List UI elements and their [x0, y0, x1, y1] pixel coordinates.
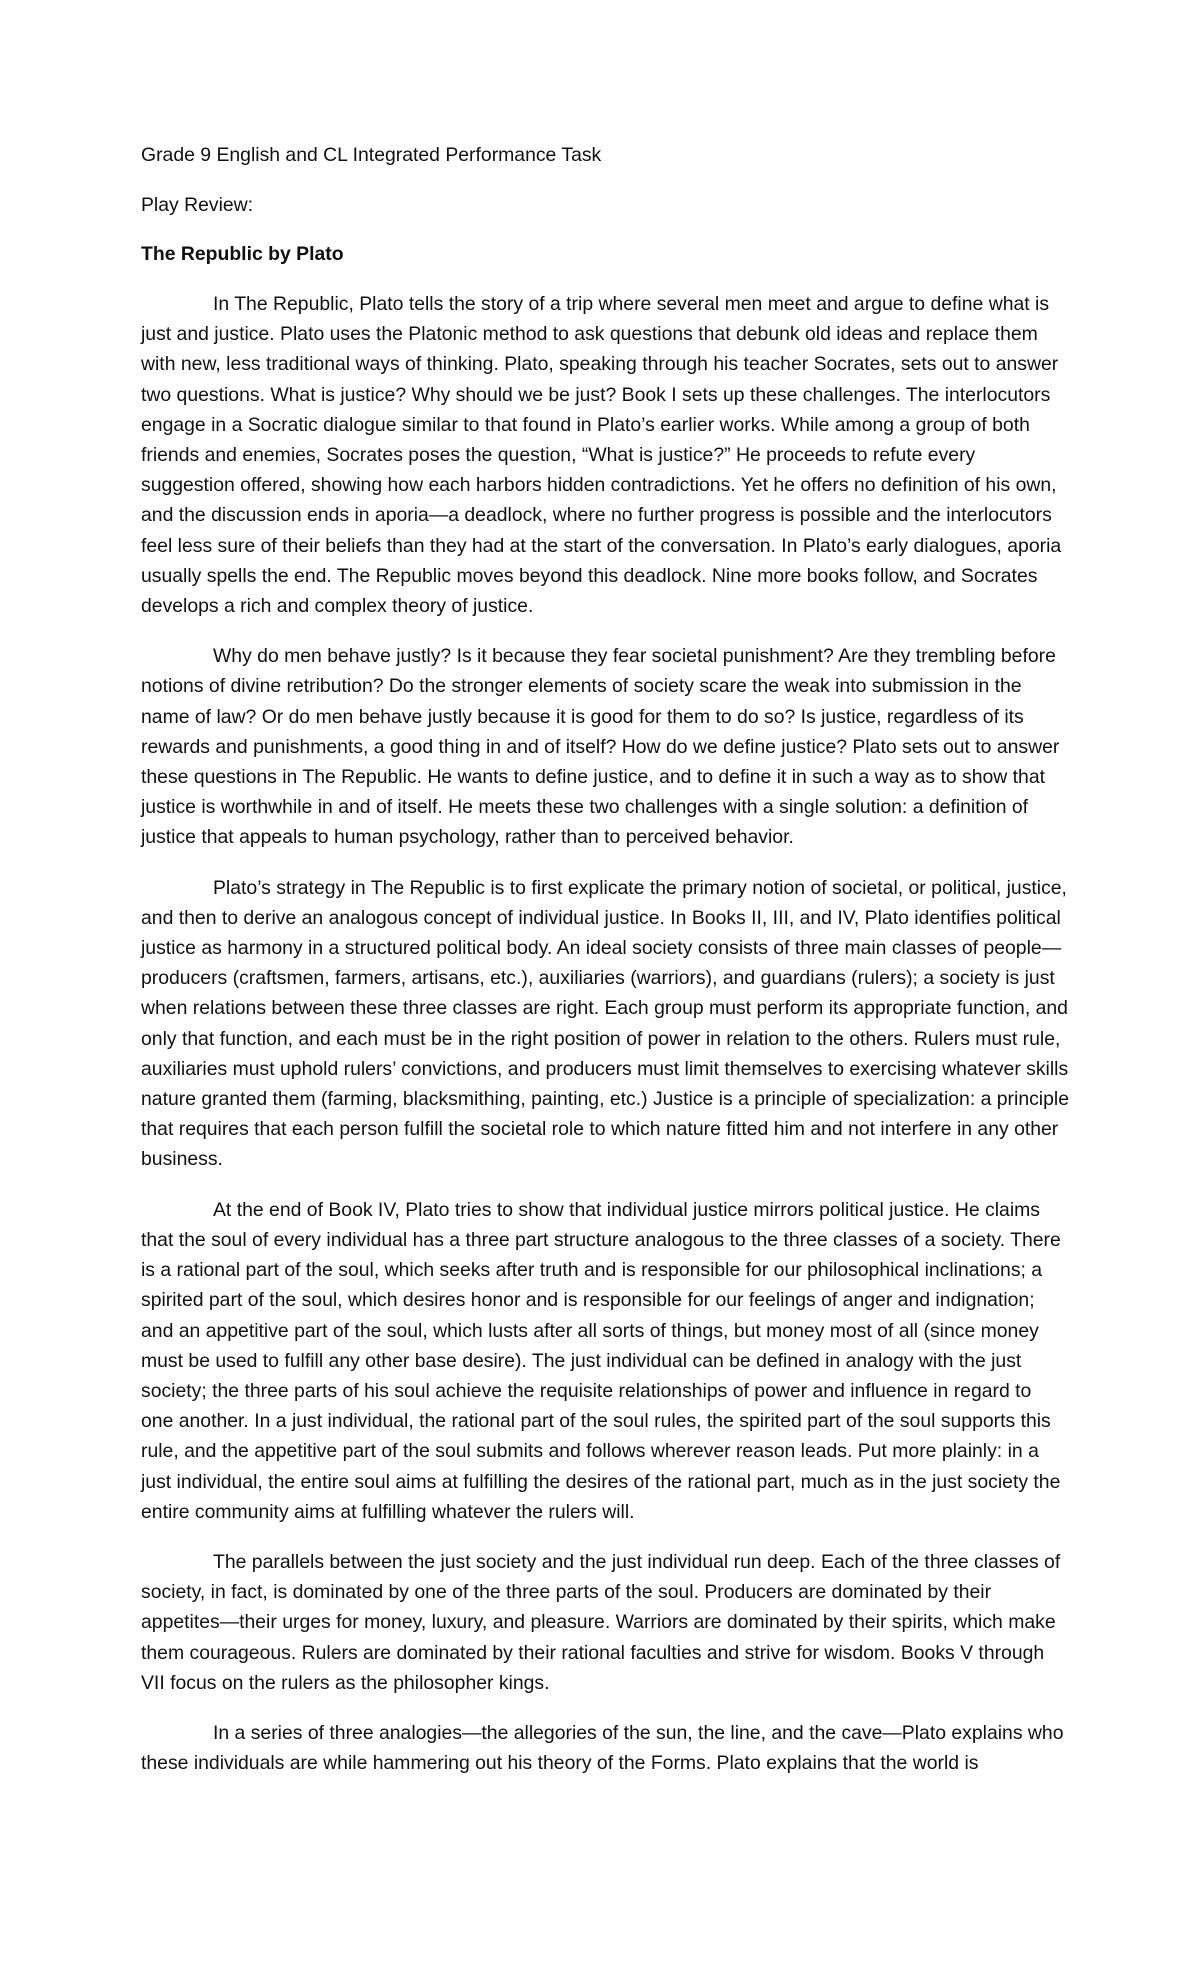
paragraph-2: Why do men behave justly? Is it because they fear societal punishment? Are they trembling before notions of divine retribution? Do the stronger elements of society scare the weak into submission in the name of law? Or do men behave justly because it is good for them to do so? Is justice, regardless of its rewards and punishments, a good thing in and of itself? How do we define justice? Plato sets out to answer these questions in The Republic. He wants to define justice, and to define it in such a way as to show that justice is worthwhile in and of itself. He meets these two challenges with a single solution: a definition of justice that appeals to human psychology, rather than to perceived behavior. [141, 645, 1060, 849]
document-header: Grade 9 English and CL Integrated Performance Task [141, 144, 602, 166]
document-subheader: Play Review: [141, 194, 254, 216]
paragraph-1: In The Republic, Plato tells the story of a trip where several men meet and argue to define what is just and justice. Plato uses the Platonic method to ask questions that debunk old ideas and replace them with new, less traditional ways of thinking. Plato, speaking through his teacher Socrates, sets out to answer two questions. What is justice? Why should we be just? Book I sets up these challenges. The interlocutors engage in a Socratic dialogue similar to that found in Plato’s earlier works. While among a group of both friends and enemies, Socrates poses the question, “What is justice?” He proceeds to refute every suggestion offered, showing how each harbors hidden contradictions. Yet he offers no definition of his own, and the discussion ends in aporia—a deadlock, where no further progress is possible and the interlocutors feel less sure of their beliefs than they had at the start of the conversation. In Plato’s early dialogues, aporia usually spells the end. The Republic moves beyond this deadlock. Nine more books follow, and Socrates develops a rich and complex theory of justice. [141, 293, 1062, 618]
paragraph-6: In a series of three analogies—the allegories of the sun, the line, and the cave—Plato explains who these individuals are while hammering out his theory of the Forms. Plato explains that the world is [141, 1721, 1064, 1775]
document-body [141, 140, 1069, 1798]
document-title: The Republic by Plato [141, 243, 344, 265]
paragraph-3: Plato’s strategy in The Republic is to first explicate the primary notion of societal, or political, justice, and then to derive an analogous concept of individual justice. In Books II, III, and IV, Plato identifies political justice as harmony in a structured political body. An ideal society consists of three main classes of people—producers (craftsmen, farmers, artisans, etc.), auxiliaries (warriors), and guardians (rulers); a society is just when relations between these three classes are right. Each group must perform its appropriate function, and only that function, and each must be in the right position of power in relation to the others. Rulers must rule, auxiliaries must uphold rulers’ convictions, and producers must limit themselves to exercising whatever skills nature granted them (farming, blacksmithing, painting, etc.) Justice is a principle of specialization: a principle that requires that each person fulfill the societal role to which nature fitted him and not interfere in any other business. [141, 876, 1069, 1171]
paragraph-5: The parallels between the just society and the just individual run deep. Each of the three classes of society, in fact, is dominated by one of the three parts of the soul. Producers are dominated by their appetites—their urges for money, luxury, and pleasure. Warriors are dominated by their spirits, which make them courageous. Rulers are dominated by their rational faculties and strive for wisdom. Books V through VII focus on the rulers as the philosopher kings. [141, 1550, 1061, 1694]
paragraph-4: At the end of Book IV, Plato tries to show that individual justice mirrors political justice. He claims that the soul of every individual has a three part structure analogous to the three classes of a society. There is a rational part of the soul, which seeks after truth and is responsible for our philosophical inclinations; a spirited part of the soul, which desires honor and is responsible for our feelings of anger and indignation; and an appetitive part of the soul, which lusts after all sorts of things, but money most of all (since money must be used to fulfill any other base desire). The just individual can be defined in analogy with the just society; the three parts of his soul achieve the requisite relationships of power and influence in regard to one another. In a just individual, the rational part of the soul rules, the spirited part of the soul supports this rule, and the appetitive part of the soul submits and follows wherever reason leads. Put more plainly: in a just individual, the entire soul aims at fulfilling the desires of the rational part, much as in the just society the entire community aims at fulfilling whatever the rulers will. [141, 1198, 1061, 1523]
